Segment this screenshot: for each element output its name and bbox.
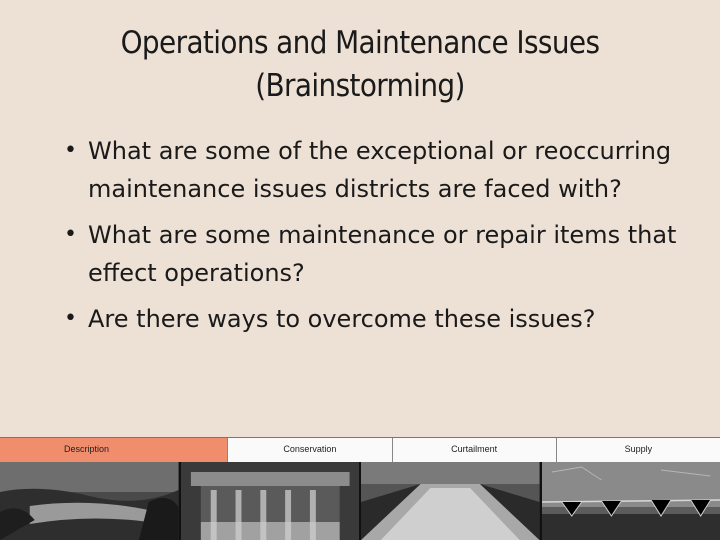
photo-strip [0, 462, 720, 540]
bullet-text: Are there ways to overcome these issues? [88, 305, 596, 333]
section-nav-bar [0, 437, 720, 463]
slide-title-line-1: Operations and Maintenance Issues [120, 25, 600, 61]
slide-title [60, 22, 660, 108]
bullet-item [60, 216, 680, 292]
bullet-text: What are some of the exceptional or reoccurring maintenance issues districts are faced with? [88, 137, 672, 203]
bullet-item [60, 300, 680, 338]
bullet-icon: • [64, 138, 77, 163]
bullet-icon: • [64, 222, 77, 247]
slide-title-line-2: (Brainstorming) [255, 68, 465, 104]
tab-description[interactable]: Description [0, 438, 228, 462]
bullet-list [60, 132, 680, 346]
canal-photo [361, 462, 542, 540]
bullet-text: What are some maintenance or repair items that effect operations? [88, 221, 677, 287]
canal-gate-photo [181, 462, 362, 540]
tab-conservation[interactable]: Conservation [228, 438, 392, 462]
center-pivot-irrigation-photo [542, 462, 720, 540]
tab-supply[interactable]: Supply [557, 438, 720, 462]
river-photo [0, 462, 181, 540]
tab-curtailment[interactable]: Curtailment [393, 438, 557, 462]
bullet-item [60, 132, 680, 208]
bullet-icon: • [64, 306, 77, 331]
